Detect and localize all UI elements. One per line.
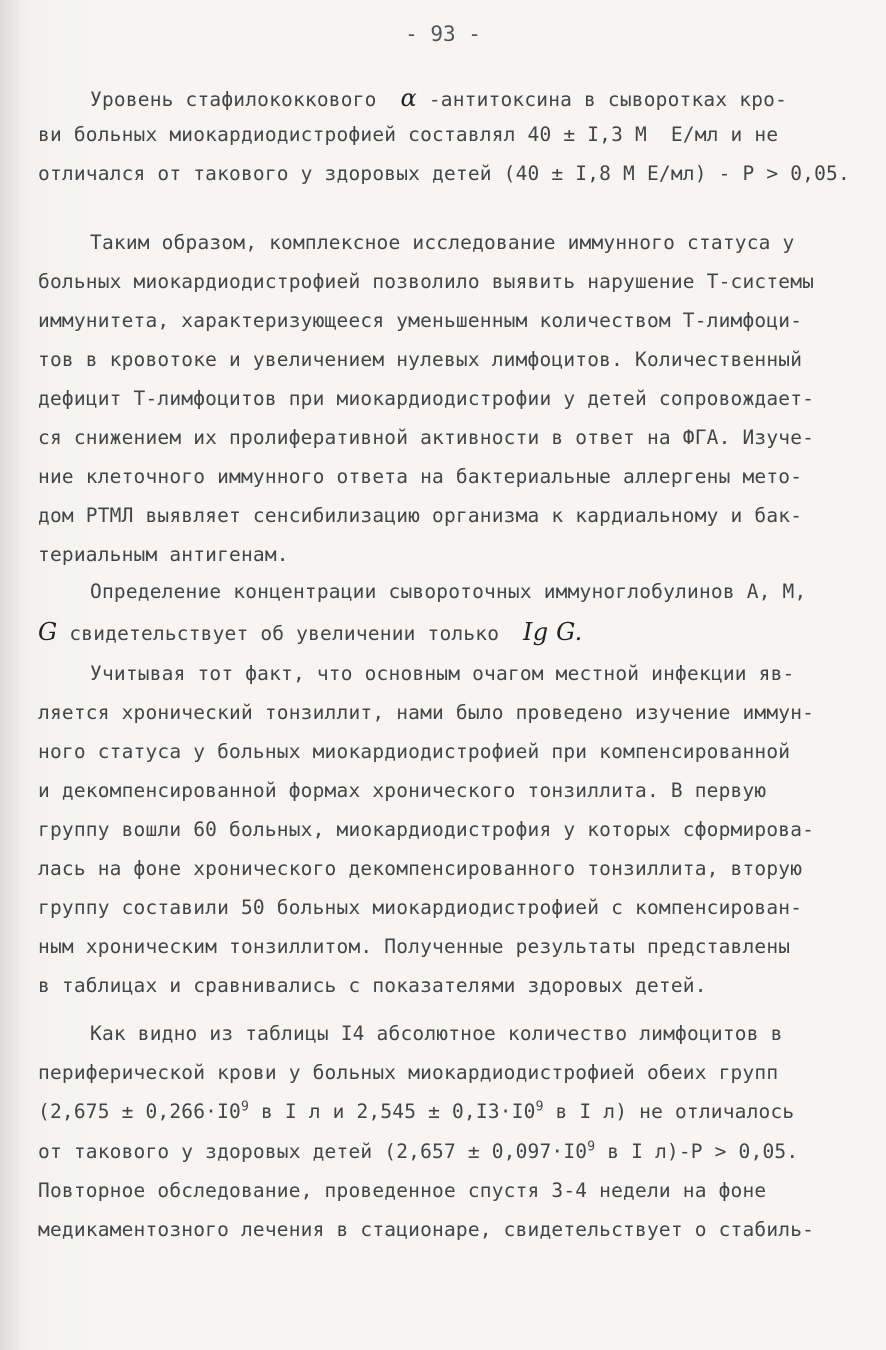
line-text: дом РТМЛ выявляет сенсибилизацию организма к кардиальному и бак- [38,504,803,527]
text-line [0,231,886,254]
line-text: группу вошли 60 больных, миокардиодистрофия у которых сформирова- [38,818,815,841]
text-line [0,896,886,919]
line-text: Как видно из таблицы I4 абсолютное количество лимфоцитов в [90,1022,783,1045]
line-text: медикаментозного лечения в стационаре, свидетельствует о стабиль- [38,1218,815,1241]
line-text: ние клеточного иммунного ответа на бактериальные аллергены мето- [38,465,803,488]
line-text: в таблицах и сравнивались с показателями здоровых детей. [38,974,707,997]
line-text: ляется хронический тонзиллит, нами было проведено изучение иммун- [38,701,815,724]
text-line [0,270,886,293]
line-text: больных миокардиодистрофией позволило выявить нарушение Т-системы [38,270,815,293]
line-text: в I л) не отличалось [543,1100,795,1123]
line-text: ного статуса у больных миокардиодистрофией при компенсированной [38,740,791,763]
text-line [0,1218,886,1241]
text-line [0,974,886,997]
line-text: (2,675 ± 0,266·I0 [38,1100,241,1123]
line-text: иммунитета, характеризующееся уменьшенным количеством Т-лимфоци- [38,309,803,332]
line-text: группу составили 50 больных миокардиодистрофией с компенсирован- [38,896,803,919]
line-text: Учитывая тот факт, что основным очагом местной инфекции яв- [90,662,795,685]
page-number: - 93 - [405,22,481,46]
text-line [0,543,886,566]
line-text: ви больных миокардиодистрофией составлял 40 ± I,3 М Е/мл и не [38,123,779,146]
superscript-exponent: 9 [535,1099,544,1115]
line-text: и декомпенсированной формах хронического тонзиллита. В первую [38,779,767,802]
line-text: периферической крови у больных миокардиодистрофией обеих групп [38,1061,779,1084]
line-text: в I л)-Р > 0,05. [595,1140,799,1163]
text-line [0,857,886,880]
line-text: териальным антигенам. [38,543,289,566]
text-line [0,504,886,527]
line-text: -антитоксина в сыворотках кро- [416,88,788,111]
handwritten-symbol: Ig G. [523,618,583,646]
line-text: от такового у здоровых детей (2,657 ± 0,097·I0 [38,1140,588,1163]
superscript-exponent: 9 [240,1099,250,1115]
handwritten-symbol: α [400,84,417,112]
line-text: ным хроническим тонзиллитом. Полученные результаты представлены [38,935,791,958]
line-text: Уровень стафилококкового [90,88,401,111]
text-line [0,701,886,724]
text-line [0,426,886,449]
line-text: Повторное обследование, проведенное спустя 3-4 недели на фоне [38,1179,767,1202]
text-line [0,580,886,603]
text-line [0,84,886,112]
text-line [0,387,886,410]
text-line [0,1061,886,1084]
text-line [0,1140,886,1163]
line-text: дефицит Т-лимфоцитов при миокардиодистрофии у детей сопровождает- [38,387,815,410]
line-text: ся снижением их пролиферативной активности в ответ на ФГА. Изуче- [38,426,815,449]
text-line [0,818,886,841]
text-line [0,162,886,185]
superscript-exponent: 9 [587,1139,596,1155]
line-text: Таким образом, комплексное исследование иммунного статуса у [90,231,795,254]
line-text: в I л и 2,545 ± 0,I3·I0 [249,1100,536,1123]
line-text: лась на фоне хронического декомпенсированного тонзиллита, вторую [38,857,803,880]
text-line [0,309,886,332]
text-line [0,1022,886,1045]
handwritten-symbol: G [38,618,58,646]
text-line [0,779,886,802]
text-line [0,662,886,685]
line-text: Определение концентрации сывороточных иммуноглобулинов А, М, [90,580,807,603]
line-text: свидетельствует об увеличении только [57,622,524,645]
text-line [0,740,886,763]
line-text: тов в кровотоке и увеличением нулевых лимфоцитов. Количественный [38,348,803,371]
text-line [0,123,886,146]
text-line [0,348,886,371]
text-line [0,618,886,646]
text-line [0,1100,886,1123]
text-line [0,935,886,958]
text-line [0,465,886,488]
line-text: отличался от такового у здоровых детей (40 ± I,8 М Е/мл) - Р > 0,05. [38,162,850,185]
text-line [0,1179,886,1202]
